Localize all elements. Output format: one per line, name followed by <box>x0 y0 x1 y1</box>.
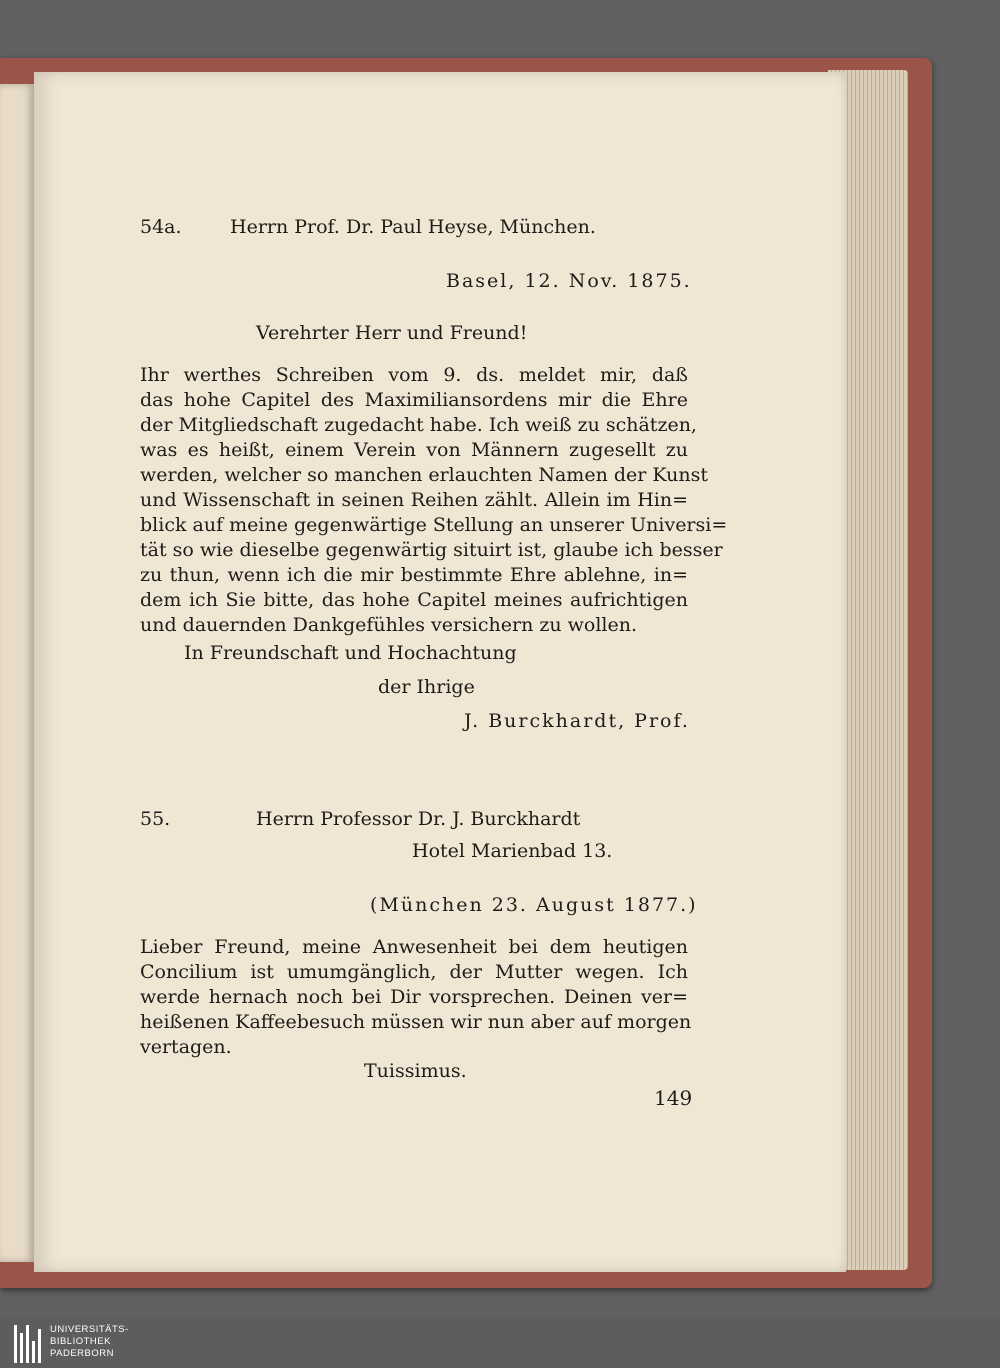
body-line: Ihr werthes Schreiben vom 9. ds. meldet mir, daß <box>140 364 688 386</box>
body-line: werden, welcher so manchen erlauchten Namen der Kunst <box>140 464 709 486</box>
left-page-edge <box>0 84 34 1262</box>
library-bars-logo-icon <box>14 1325 44 1363</box>
body-line: vertagen. <box>140 1036 232 1058</box>
letter-salutation: Verehrter Herr und Freund! <box>256 322 528 344</box>
library-name-line: UNIVERSITÄTS- <box>50 1324 129 1335</box>
letter-closing: In Freundschaft und Hochachtung <box>184 642 517 664</box>
body-line: zu thun, wenn ich die mir bestimmte Ehre ablehne, in= <box>140 564 688 586</box>
letter-signature: Tuissimus. <box>364 1060 467 1082</box>
body-line: heißenen Kaffeebesuch müssen wir nun aber auf morgen <box>140 1011 692 1033</box>
body-line: dem ich Sie bitte, das hohe Capitel meines aufrichtigen <box>140 589 688 611</box>
body-line: was es heißt, einem Verein von Männern zugesellt zu <box>140 439 688 461</box>
body-line: Lieber Freund, meine Anwesenheit bei dem heutigen <box>140 936 688 958</box>
letter-address: Hotel Marienbad 13. <box>412 840 613 862</box>
body-line: blick auf meine gegenwärtige Stellung an unserer Universi= <box>140 514 728 536</box>
letter-number: 55. <box>140 808 171 830</box>
letter-closing-2: der Ihrige <box>378 676 475 698</box>
letter-number: 54a. <box>140 216 182 238</box>
letter-recipient: Herrn Prof. Dr. Paul Heyse, München. <box>230 216 596 238</box>
body-line: tät so wie dieselbe gegenwärtig situirt ist, glaube ich besser <box>140 539 723 561</box>
library-name-line: PADERBORN <box>50 1348 114 1359</box>
body-line: werde hernach noch bei Dir vorsprechen. Deinen ver= <box>140 986 688 1008</box>
letter-place-date: Basel, 12. Nov. 1875. <box>446 270 692 292</box>
body-line: und dauernden Dankgefühles versichern zu wollen. <box>140 614 638 636</box>
body-line: der Mitgliedschaft zugedacht habe. Ich weiß zu schätzen, <box>140 414 697 436</box>
body-line: das hohe Capitel des Maximiliansordens mir die Ehre <box>140 389 688 411</box>
library-footer <box>0 1318 1000 1368</box>
letter-signature: J. Burckhardt, Prof. <box>464 710 690 732</box>
page-number: 149 <box>654 1086 693 1110</box>
letter-recipient: Herrn Professor Dr. J. Burckhardt <box>256 808 581 830</box>
library-name-line: BIBLIOTHEK <box>50 1336 111 1347</box>
body-line: und Wissenschaft in seinen Reihen zählt. Allein im Hin= <box>140 489 688 511</box>
book-page <box>34 72 846 1272</box>
letter-place-date: (München 23. August 1877.) <box>370 894 698 916</box>
body-line: Concilium ist umumgänglich, der Mutter wegen. Ich <box>140 961 688 983</box>
